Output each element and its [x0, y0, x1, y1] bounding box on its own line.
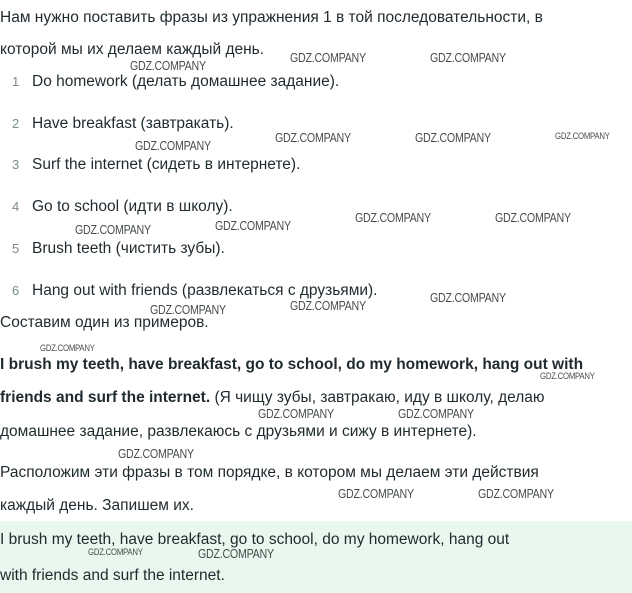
watermark: GDZ.COMPANY — [290, 298, 366, 313]
intro-line-1: Нам нужно поставить фразы из упражнения 1 в той последовательности, в — [0, 9, 543, 26]
list-item — [12, 239, 225, 259]
watermark: GDZ.COMPANY — [495, 210, 571, 225]
watermark: GDZ.COMPANY — [75, 222, 151, 237]
example-translation-line-3: домашнее задание, развлекаюсь с друзьями и сижу в интернете). — [0, 423, 477, 440]
list-item-text: Hang out with friends (развлекаться с друзьями). — [32, 282, 378, 299]
list-item-text: Do homework (делать домашнее задание). — [32, 73, 340, 90]
answer-line-2: with friends and surf the internet. — [0, 567, 225, 584]
answer-line-1: I brush my teeth, have breakfast, go to school, do my homework, hang out — [0, 531, 510, 548]
watermark: GDZ.COMPANY — [338, 486, 414, 501]
list-item-number: 6 — [12, 283, 20, 298]
watermark: GDZ.COMPANY — [215, 218, 291, 233]
watermark: GDZ.COMPANY — [398, 406, 474, 421]
watermark: GDZ.COMPANY — [135, 138, 211, 153]
list-item-number: 4 — [12, 199, 20, 214]
watermark: GDZ.COMPANY — [150, 302, 226, 317]
watermark: GDZ.COMPANY — [478, 486, 554, 501]
example-translation: (Я чищу зубы, завтракаю, иду в школу, делаю — [210, 389, 545, 406]
example-intro: Составим один из примеров. — [0, 314, 209, 331]
example-sentence-line-1: I brush my teeth, have breakfast, go to school, do my homework, hang out with — [0, 356, 584, 373]
watermark: GDZ.COMPANY — [430, 50, 506, 65]
watermark: GDZ.COMPANY — [430, 290, 506, 305]
watermark: GDZ.COMPANY — [88, 547, 143, 558]
list-item-text: Brush teeth (чистить зубы). — [32, 240, 225, 257]
list-item — [12, 72, 339, 92]
watermark: GDZ.COMPANY — [290, 50, 366, 65]
watermark: GDZ.COMPANY — [130, 58, 206, 73]
watermark: GDZ.COMPANY — [555, 131, 610, 142]
intro-line-2: которой мы их делаем каждый день. — [0, 41, 265, 58]
example-line-2 — [0, 388, 545, 408]
watermark: GDZ.COMPANY — [355, 210, 431, 225]
watermark: GDZ.COMPANY — [118, 446, 194, 461]
list-item — [12, 155, 300, 175]
list-item-text: Have breakfast (завтракать). — [32, 115, 234, 132]
list-item-number: 2 — [12, 116, 20, 131]
list-item-number: 3 — [12, 157, 20, 172]
order-text-line-2: каждый день. Запишем их. — [0, 497, 194, 514]
watermark: GDZ.COMPANY — [198, 546, 274, 561]
watermark: GDZ.COMPANY — [275, 130, 351, 145]
list-item — [12, 114, 234, 134]
list-item-text: Surf the internet (сидеть в интернете). — [32, 156, 301, 173]
watermark: GDZ.COMPANY — [415, 130, 491, 145]
order-text-line-1: Расположим эти фразы в том порядке, в котором мы делаем эти действия — [0, 464, 539, 481]
list-item — [12, 197, 233, 217]
watermark: GDZ.COMPANY — [540, 371, 595, 382]
watermark: GDZ.COMPANY — [40, 343, 95, 354]
list-item-number: 5 — [12, 241, 20, 256]
watermark: GDZ.COMPANY — [258, 406, 334, 421]
example-sentence-line-2: friends and surf the internet. — [0, 389, 211, 406]
list-item-text: Go to school (идти в школу). — [32, 198, 233, 215]
list-item-number: 1 — [12, 74, 20, 89]
